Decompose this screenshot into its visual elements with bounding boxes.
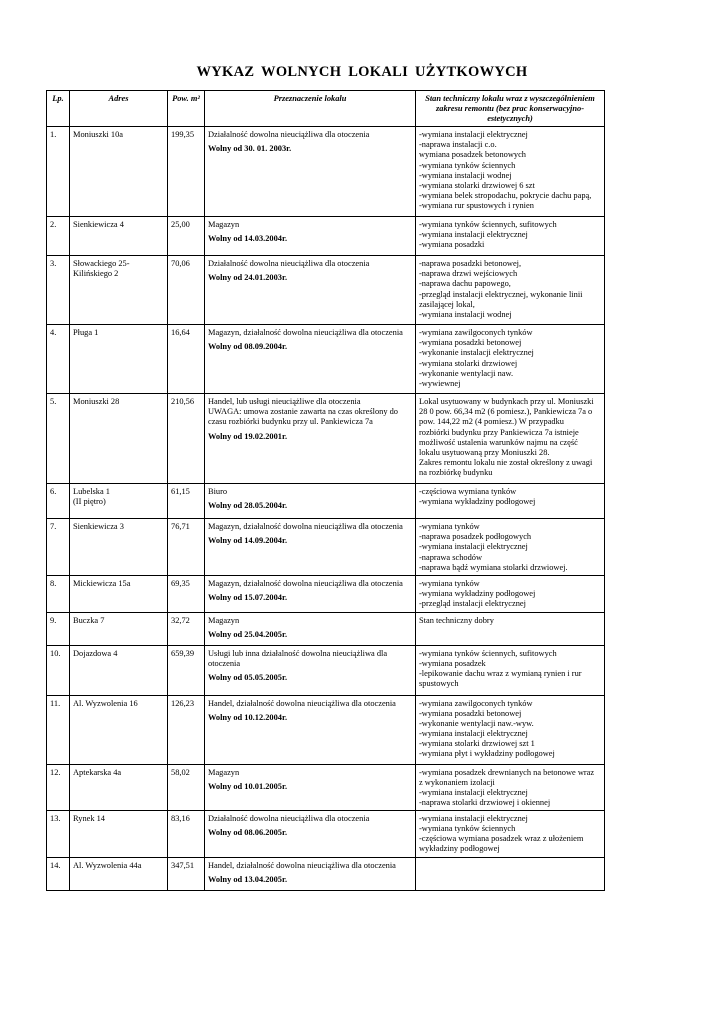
row-lp: 2. — [50, 220, 57, 230]
row-area: 347,51 — [171, 860, 195, 870]
row-purpose-line: Usługi lub inna działalność dowolna nieuciążliwa dla — [208, 648, 388, 658]
row-area-cell — [168, 127, 205, 217]
header-area: Pow. m² — [168, 91, 205, 127]
row-condition-line: -wymiana instalacji elektrycznej — [419, 542, 528, 552]
row-lp-cell — [47, 764, 70, 810]
row-purpose-cell — [205, 857, 416, 890]
row-area: 70,06 — [171, 259, 190, 269]
row-area-cell — [168, 811, 205, 857]
row-area: 58,02 — [171, 767, 190, 777]
row-area-cell — [168, 575, 205, 612]
row-address-cell — [70, 519, 168, 575]
row-condition-line: -wymiana instalacji elektrycznej — [419, 130, 528, 140]
row-condition-cell — [416, 484, 605, 519]
row-address-line: Lubelska 1 — [73, 487, 110, 497]
row-condition-line: -wywiewnej — [419, 378, 461, 388]
row-area-cell — [168, 612, 205, 645]
row-purpose-cell — [205, 695, 416, 764]
row-available-date: Wolny od 14.09.2004r. — [208, 536, 288, 546]
row-lp: 9. — [50, 615, 57, 625]
row-condition-line: -wykonanie instalacji elektrycznej — [419, 348, 534, 358]
row-address-cell — [70, 394, 168, 484]
row-purpose-cell — [205, 127, 416, 217]
row-address-cell — [70, 217, 168, 256]
row-purpose-cell — [205, 217, 416, 256]
row-condition-line: -wymiana tynków ściennych — [419, 824, 516, 834]
row-address-cell — [70, 484, 168, 519]
row-purpose-line: Handel, lub usługi nieuciążliwe dla otoczenia — [208, 397, 361, 407]
row-purpose-line: Handel, działalność dowolna nieuciążliwa dla otoczenia — [208, 698, 396, 708]
row-condition-line: -przegląd instalacji elektrycznej — [419, 598, 526, 608]
row-condition-line: -naprawa dachu papowego, — [419, 279, 511, 289]
row-condition-line: Zakres remontu lokalu nie został określony z uwagi — [419, 457, 593, 467]
row-area-cell — [168, 519, 205, 575]
row-address-cell — [70, 857, 168, 890]
row-purpose-cell — [205, 811, 416, 857]
row-area-cell — [168, 394, 205, 484]
row-purpose-line: Działalność dowolna nieuciążliwa dla otoczenia — [208, 130, 370, 140]
row-address-line: Rynek 14 — [73, 814, 105, 824]
row-condition-line: -wymiana instalacji elektrycznej — [419, 230, 528, 240]
row-condition-line: -wymiana wykładziny podłogowej — [419, 497, 536, 507]
row-available-date: Wolny od 28.05.2004r. — [208, 501, 288, 511]
row-condition-line: zasilającej lokal, — [419, 299, 475, 309]
row-address-cell — [70, 645, 168, 695]
row-lp-cell — [47, 127, 70, 217]
row-area-cell — [168, 256, 205, 325]
row-lp: 3. — [50, 259, 57, 269]
row-condition-cell — [416, 519, 605, 575]
row-lp-cell — [47, 857, 70, 890]
row-area-cell — [168, 695, 205, 764]
table-row — [47, 612, 605, 645]
row-available-date: Wolny od 08.09.2004r. — [208, 342, 288, 352]
row-condition-line: rozbiórki budynku przy Pankiewicza 7a istnieje — [419, 427, 579, 437]
row-lp-cell — [47, 519, 70, 575]
row-address-line: Moniuszki 10a — [73, 130, 124, 140]
row-condition-line: wykładziny podłogowej — [419, 844, 500, 854]
table-row — [47, 394, 605, 484]
row-area-cell — [168, 764, 205, 810]
row-lp-cell — [47, 484, 70, 519]
row-area: 32,72 — [171, 615, 190, 625]
table-row — [47, 325, 605, 394]
row-condition-line: -naprawa instalacji c.o. — [419, 140, 497, 150]
header-condition: Stan techniczny lokalu wraz z wyszczególnieniem zakresu remontu (bez prac konserwacyjno- estetycznych) — [416, 91, 605, 127]
row-condition-line: -naprawa bądź wymiana stolarki drzwiowej. — [419, 562, 568, 572]
row-condition-line: -wymiana stolarki drzwiowej — [419, 358, 518, 368]
header-lp: Lp. — [47, 91, 70, 127]
row-condition-line: -wymiana instalacji elektrycznej — [419, 729, 528, 739]
row-condition-line: -wymiana posadzki betonowej — [419, 708, 522, 718]
row-purpose-line: Magazyn, działalność dowolna nieuciążliwa dla otoczenia — [208, 522, 403, 532]
row-condition-cell — [416, 645, 605, 695]
row-condition-line: spustowych — [419, 679, 459, 689]
row-condition-line: -wymiana posadzek — [419, 658, 486, 668]
row-condition-line: -wykonanie wentylacji naw. — [419, 368, 514, 378]
row-condition-cell — [416, 695, 605, 764]
row-purpose-line: Handel, działalność dowolna nieuciążliwa dla otoczenia — [208, 860, 396, 870]
row-available-date: Wolny od 05.05.2005r. — [208, 672, 288, 682]
row-purpose-cell — [205, 645, 416, 695]
table-row — [47, 217, 605, 256]
row-purpose-cell — [205, 394, 416, 484]
row-lp-cell — [47, 325, 70, 394]
row-lp-cell — [47, 645, 70, 695]
row-condition-line: -wymiana rur spustowych i rynien — [419, 200, 534, 210]
table-row — [47, 645, 605, 695]
row-lp-cell — [47, 575, 70, 612]
row-condition-cell — [416, 575, 605, 612]
row-address-line: (II piętro) — [73, 497, 106, 507]
row-address-line: Słowackiego 25- — [73, 259, 130, 269]
row-lp: 6. — [50, 487, 57, 497]
row-lp-cell — [47, 394, 70, 484]
row-available-date: Wolny od 15.07.2004r. — [208, 592, 288, 602]
row-purpose-line: Magazyn, działalność dowolna nieuciążliwa dla otoczenia — [208, 578, 403, 588]
row-area-cell — [168, 857, 205, 890]
row-condition-cell — [416, 811, 605, 857]
row-condition-line: -wymiana instalacji wodnej — [419, 309, 512, 319]
row-purpose-line: Biuro — [208, 487, 228, 497]
premises-table — [46, 90, 605, 891]
row-address-cell — [70, 695, 168, 764]
row-available-date: Wolny od 30. 01. 2003r. — [208, 144, 292, 154]
row-purpose-cell — [205, 764, 416, 810]
row-purpose-line: UWAGA: umowa zostanie zawarta na czas określony do — [208, 407, 398, 417]
row-available-date: Wolny od 10.12.2004r. — [208, 712, 288, 722]
table-row — [47, 857, 605, 890]
table-body — [47, 127, 605, 890]
row-condition-line: -częściowa wymiana tynków — [419, 487, 517, 497]
row-area-cell — [168, 484, 205, 519]
row-condition-line: -naprawa stolarki drzwiowej i okiennej — [419, 798, 551, 808]
row-condition-line: -wymiana płyt i wykładziny podłogowej — [419, 749, 555, 759]
row-purpose-cell — [205, 519, 416, 575]
row-lp: 1. — [50, 130, 57, 140]
row-condition-cell — [416, 612, 605, 645]
row-condition-line: -naprawa drzwi wejściowych — [419, 269, 518, 279]
row-condition-line: -wymiana tynków ściennych — [419, 160, 516, 170]
row-condition-line: -lepikowanie dachu wraz z wymianą rynien i rur — [419, 668, 582, 678]
row-available-date: Wolny od 13.04.2005r. — [208, 874, 288, 884]
row-condition-line: pow. 144,22 m2 (4 pomiesz.) W przypadku — [419, 417, 564, 427]
row-address-cell — [70, 325, 168, 394]
table-header-row — [47, 91, 605, 127]
row-condition-line: -wymiana instalacji wodnej — [419, 170, 512, 180]
row-lp: 7. — [50, 522, 57, 532]
row-address-line: Dojazdowa 4 — [73, 648, 118, 658]
row-condition-cell — [416, 764, 605, 810]
row-lp: 10. — [50, 648, 61, 658]
row-lp-cell — [47, 811, 70, 857]
row-address-line: Kilińskiego 2 — [73, 269, 119, 279]
row-condition-cell — [416, 127, 605, 217]
table-row — [47, 811, 605, 857]
row-condition-line: na rozbiórkę budynku — [419, 467, 493, 477]
row-address-line: Sienkiewicza 3 — [73, 522, 124, 532]
row-available-date: Wolny od 10.01.2005r. — [208, 781, 288, 791]
row-condition-line: Lokal usytuowany w budynkach przy ul. Moniuszki — [419, 397, 594, 407]
row-area-cell — [168, 645, 205, 695]
row-condition-line: -wymiana instalacji elektrycznej — [419, 814, 528, 824]
row-lp: 4. — [50, 328, 57, 338]
row-condition-line: -wymiana stolarki drzwiowej 6 szt — [419, 180, 535, 190]
row-address-line: Buczka 7 — [73, 615, 105, 625]
row-condition-line: -wymiana tynków — [419, 578, 480, 588]
row-lp: 11. — [50, 698, 61, 708]
row-condition-line: -wymiana tynków — [419, 522, 480, 532]
row-available-date: Wolny od 08.06.2005r. — [208, 828, 288, 838]
row-condition-cell — [416, 217, 605, 256]
row-condition-line: -wymiana posadzki betonowej — [419, 338, 522, 348]
row-lp-cell — [47, 695, 70, 764]
header-purpose: Przeznaczenie lokalu — [205, 91, 416, 127]
row-condition-line: Stan techniczny dobry — [419, 615, 494, 625]
row-available-date: Wolny od 24.01.2003r. — [208, 273, 288, 283]
row-address-line: Sienkiewicza 4 — [73, 220, 124, 230]
row-condition-line: możliwość ustalenia warunków najmu na część — [419, 437, 578, 447]
row-lp: 13. — [50, 814, 61, 824]
row-purpose-line: Magazyn — [208, 767, 240, 777]
row-condition-line: -przegląd instalacji elektrycznej, wykonanie linii — [419, 289, 583, 299]
row-address-cell — [70, 764, 168, 810]
row-area-cell — [168, 325, 205, 394]
row-lp: 12. — [50, 767, 61, 777]
row-lp: 8. — [50, 578, 57, 588]
row-condition-cell — [416, 256, 605, 325]
row-address-line: Pługa 1 — [73, 328, 99, 338]
row-condition-line: -wymiana belek stropodachu, pokrycie dachu papą, — [419, 190, 592, 200]
row-purpose-line: Magazyn — [208, 615, 240, 625]
row-condition-cell — [416, 325, 605, 394]
table-row — [47, 256, 605, 325]
row-available-date: Wolny od 25.04.2005r. — [208, 629, 288, 639]
row-condition-line: -naprawa schodów — [419, 552, 483, 562]
row-area: 25,00 — [171, 220, 190, 230]
table-row — [47, 127, 605, 217]
header-address: Adres — [70, 91, 168, 127]
row-purpose-cell — [205, 325, 416, 394]
row-area-cell — [168, 217, 205, 256]
row-condition-line: -wymiana tynków ściennych, sufitowych — [419, 220, 557, 230]
row-condition-line: z wykonaniem izolacji — [419, 777, 495, 787]
table-row — [47, 484, 605, 519]
row-purpose-cell — [205, 612, 416, 645]
row-condition-line: -wymiana zawilgoconych tynków — [419, 328, 533, 338]
row-lp: 5. — [50, 397, 57, 407]
row-condition-line: lokalu usytuowaną przy Moniuszki 28. — [419, 447, 550, 457]
row-address-cell — [70, 127, 168, 217]
row-area: 61,15 — [171, 487, 190, 497]
table-row — [47, 695, 605, 764]
row-lp-cell — [47, 217, 70, 256]
row-condition-cell — [416, 857, 605, 890]
page-title: WYKAZ WOLNYCH LOKALI UŻYTKOWYCH — [196, 64, 528, 80]
row-purpose-line: otoczenia — [208, 658, 241, 668]
row-address-line: Mickiewicza 15a — [73, 578, 131, 588]
row-condition-line: -wymiana tynków ściennych, sufitowych — [419, 648, 557, 658]
row-area: 69,35 — [171, 578, 190, 588]
row-condition-cell — [416, 394, 605, 484]
table-row — [47, 764, 605, 810]
row-area: 76,71 — [171, 522, 190, 532]
row-condition-line: -wymiana wykładziny podłogowej — [419, 588, 536, 598]
table-row — [47, 519, 605, 575]
row-available-date: Wolny od 14.03.2004r. — [208, 234, 288, 244]
row-area: 83,16 — [171, 814, 190, 824]
row-purpose-line: czasu rozbiórki budynku przy ul. Pankiewicza 7a — [208, 417, 373, 427]
row-condition-line: -wymiana instalacji elektrycznej — [419, 787, 528, 797]
row-condition-line: -naprawa posadzki betonowej, — [419, 259, 522, 269]
row-area: 199,35 — [171, 130, 195, 140]
row-purpose-line: Magazyn, działalność dowolna nieuciążliwa dla otoczenia — [208, 328, 403, 338]
row-lp-cell — [47, 256, 70, 325]
row-address-cell — [70, 612, 168, 645]
row-address-cell — [70, 575, 168, 612]
row-condition-line: -wymiana posadzki — [419, 240, 485, 250]
row-area: 126,23 — [171, 698, 195, 708]
row-area: 659,39 — [171, 648, 195, 658]
row-purpose-cell — [205, 484, 416, 519]
row-address-line: Moniuszki 28 — [73, 397, 120, 407]
row-area: 16,64 — [171, 328, 190, 338]
row-condition-line: -wykonanie wentylacji naw.-wyw. — [419, 718, 534, 728]
row-available-date: Wolny od 19.02.2001r. — [208, 431, 288, 441]
row-purpose-line: Magazyn — [208, 220, 240, 230]
row-address-line: Al. Wyzwolenia 16 — [73, 698, 138, 708]
row-address-cell — [70, 256, 168, 325]
row-condition-line: 28 0 pow. 66,34 m2 (6 pomiesz.), Pankiewicza 7a o — [419, 407, 593, 417]
row-purpose-cell — [205, 256, 416, 325]
row-purpose-line: Działalność dowolna nieuciążliwa dla otoczenia — [208, 259, 370, 269]
row-area: 210,56 — [171, 397, 195, 407]
row-lp: 14. — [50, 860, 61, 870]
row-condition-line: -częściowa wymiana posadzek wraz z ułożeniem — [419, 834, 584, 844]
row-lp-cell — [47, 612, 70, 645]
table-row — [47, 575, 605, 612]
row-address-line: Aptekarska 4a — [73, 767, 122, 777]
row-address-cell — [70, 811, 168, 857]
row-purpose-line: Działalność dowolna nieuciążliwa dla otoczenia — [208, 814, 370, 824]
row-address-line: Al. Wyzwolenia 44a — [73, 860, 142, 870]
row-condition-line: -naprawa posadzek podłogowych — [419, 532, 532, 542]
row-condition-line: -wymiana zawilgoconych tynków — [419, 698, 533, 708]
row-condition-line: wymiana posadzek betonowych — [419, 150, 526, 160]
row-condition-line: -wymiana stolarki drzwiowej szt 1 — [419, 739, 535, 749]
row-condition-line: -wymiana posadzek drewnianych na betonowe wraz — [419, 767, 595, 777]
row-purpose-cell — [205, 575, 416, 612]
